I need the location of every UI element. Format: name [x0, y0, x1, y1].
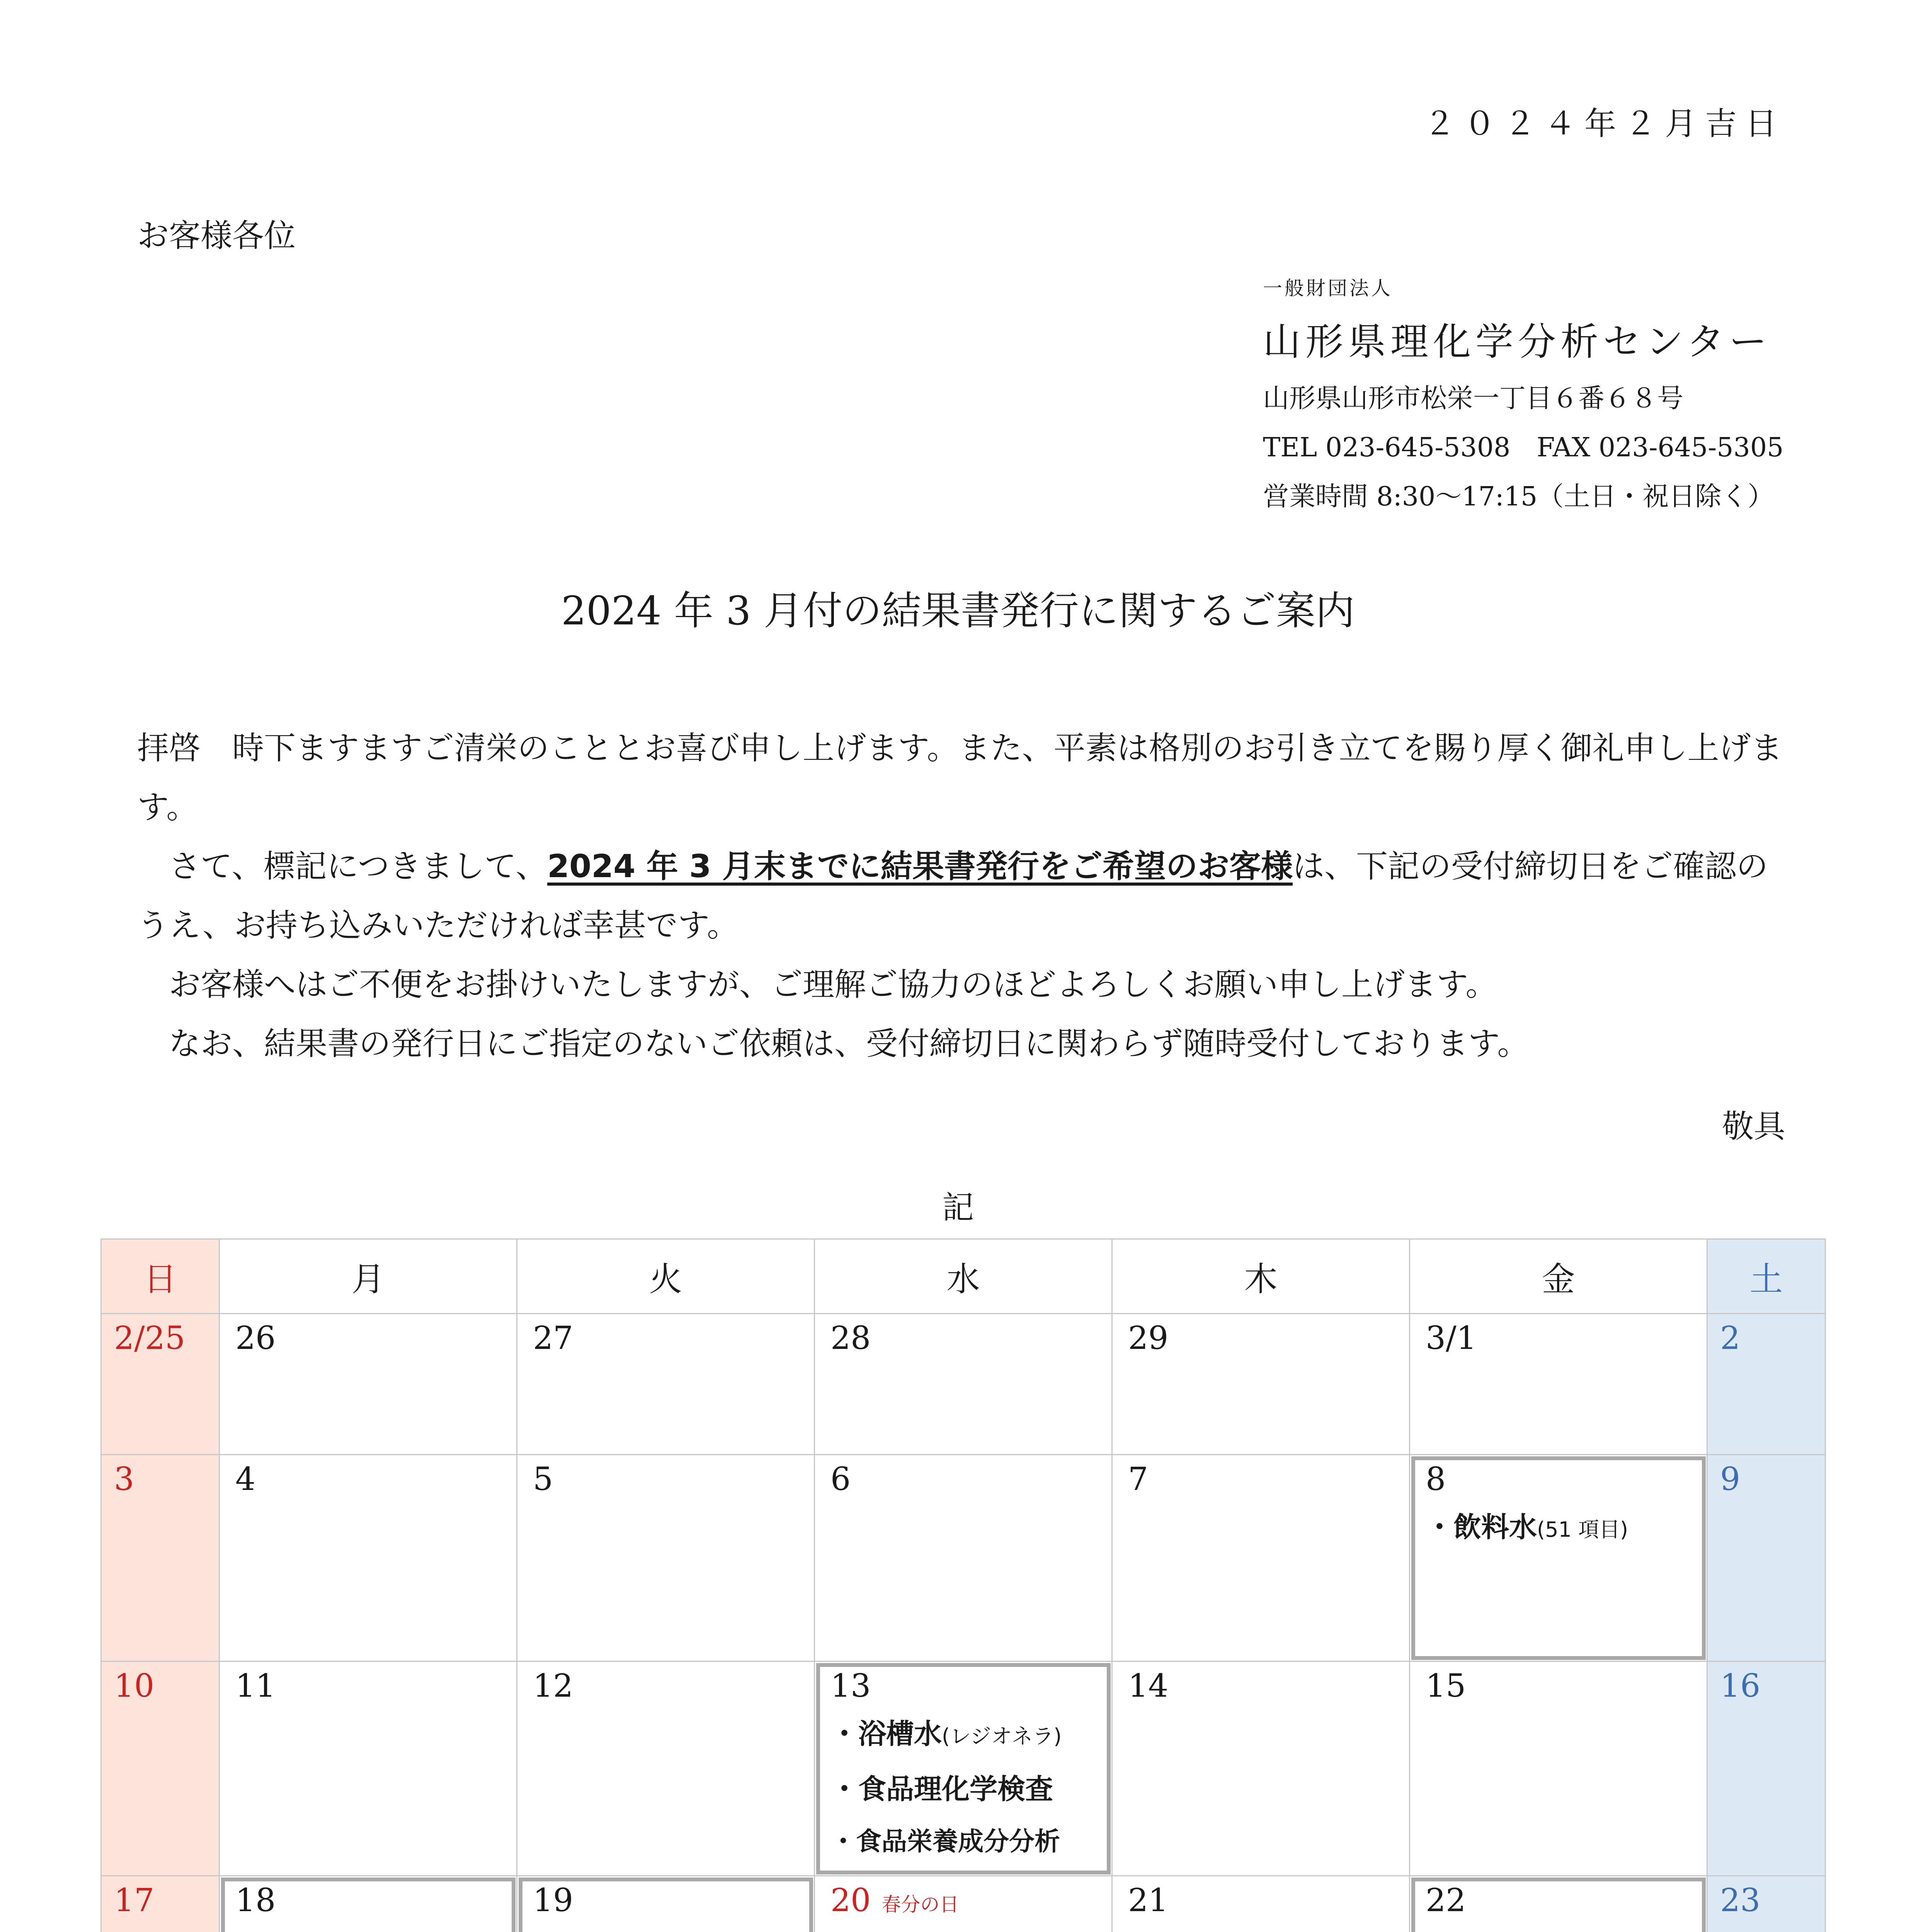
deadline-item: ・浴槽水(レジオネラ) [830, 1718, 1062, 1750]
calendar-day [101, 1455, 220, 1662]
header-sun: 日 [101, 1239, 220, 1314]
day-number: 19 [533, 1882, 573, 1919]
deadline-item: ・食品栄養成分分析 [830, 1827, 1060, 1856]
calendar-day [815, 1314, 1112, 1455]
day-number: 17 [114, 1882, 155, 1919]
day-number: 29 [1128, 1320, 1169, 1357]
header-fri: 金 [1410, 1239, 1707, 1314]
day-number: 18 [235, 1882, 276, 1919]
deadline-item [235, 1922, 516, 1932]
calendar-day [1112, 1314, 1410, 1455]
calendar-day-holiday [815, 1876, 1112, 1932]
day-number: 26 [235, 1320, 276, 1357]
calendar-day [1707, 1876, 1826, 1932]
request-pre: さて、標記につきまして、 [169, 848, 548, 885]
day-number: 27 [533, 1320, 573, 1357]
day-number: 2 [1720, 1320, 1741, 1357]
day-number: 7 [1128, 1461, 1149, 1498]
calendar-week [101, 1455, 1826, 1662]
day-number: 28 [830, 1320, 871, 1357]
day-number: 4 [235, 1461, 256, 1498]
deadline-item [1426, 1922, 1707, 1932]
calendar-day [815, 1455, 1112, 1662]
header-thu: 木 [1112, 1239, 1410, 1314]
request-post: は、下記の受付締切日をご確認のうえ、お持ち込みいただければ幸甚です。 [137, 848, 1768, 944]
body-paragraph-apology: お客様へはご不便をお掛けいたしますが、ご理解ご協力のほどよろしくお願い申し上げます。 [169, 966, 1497, 1003]
header-wed: 水 [815, 1239, 1112, 1314]
holiday-name: 春分の日 [881, 1893, 959, 1916]
calendar-day [1410, 1662, 1707, 1876]
body-paragraph-request [137, 837, 1785, 955]
calendar-day-deadline [1410, 1876, 1707, 1932]
header-tue: 火 [517, 1239, 815, 1314]
day-number: 12 [533, 1668, 573, 1704]
day-number: 6 [830, 1461, 851, 1498]
deadline-list [517, 1922, 814, 1932]
issue-date: ２０２４年２月吉日 [1423, 105, 1785, 142]
org-address: 山形県山形市松栄一丁目６番６８号 [1263, 383, 1684, 414]
calendar-week [101, 1662, 1826, 1876]
deadline-list [220, 1922, 516, 1932]
closing-keigu: 敬具 [1722, 1108, 1785, 1145]
header-mon: 月 [220, 1239, 517, 1314]
header-sat: 土 [1707, 1239, 1826, 1314]
day-number: 11 [235, 1668, 276, 1704]
calendar-week [101, 1314, 1826, 1455]
ki-heading: 記 [942, 1189, 974, 1226]
deadline-item [533, 1922, 814, 1932]
org-type: 一般財団法人 [1263, 277, 1393, 299]
calendar-day [101, 1662, 220, 1876]
calendar-day [1112, 1455, 1410, 1662]
day-number: 21 [1128, 1882, 1169, 1919]
day-number: 14 [1128, 1668, 1169, 1704]
org-hours: 営業時間 8:30～17:15（土日・祝日除く） [1263, 481, 1774, 512]
day-number: 10 [114, 1668, 155, 1704]
calendar-day [1707, 1455, 1826, 1662]
day-number: 20 春分の日 [830, 1882, 959, 1919]
day-number: 3/1 [1426, 1320, 1477, 1357]
day-number: 9 [1720, 1461, 1741, 1498]
request-emphasis: 2024 年 3 月末までに結果書発行をご希望のお客様 [547, 848, 1293, 885]
calendar-day [220, 1314, 517, 1455]
day-number: 2/25 [114, 1320, 185, 1357]
letter-body [137, 719, 1785, 1073]
calendar-day [101, 1314, 220, 1455]
calendar-day [220, 1455, 517, 1662]
sender-block [1263, 273, 1783, 513]
calendar-day-deadline [815, 1662, 1112, 1876]
calendar-day [517, 1662, 815, 1876]
org-name: 山形県理化学分析センター [1263, 320, 1772, 364]
calendar-day [1707, 1314, 1826, 1455]
calendar-day-deadline [1410, 1455, 1707, 1662]
calendar-week [101, 1876, 1826, 1932]
addressee: お客様各位 [137, 218, 296, 254]
calendar-day [1112, 1662, 1410, 1876]
deadline-list [815, 1708, 1111, 1868]
calendar-day [1707, 1662, 1826, 1876]
document-title: 2024 年 3 月付の結果書発行に関するご案内 [561, 588, 1355, 634]
deadline-item: ・食品理化学検査 [830, 1773, 1053, 1805]
calendar-day [517, 1455, 815, 1662]
day-number: 5 [533, 1461, 553, 1498]
calendar-day [1112, 1876, 1410, 1932]
day-number: 23 [1720, 1882, 1761, 1919]
day-number: 13 [830, 1668, 871, 1704]
deadline-list [1410, 1501, 1707, 1556]
day-number: 3 [114, 1461, 134, 1498]
day-number: 22 [1426, 1882, 1466, 1919]
body-paragraph-greeting: 拝啓 時下ますますご清栄のこととお喜び申し上げます。また、平素は格別のお引き立てを賜り厚く御礼申し上げます。 [137, 730, 1783, 826]
calendar-day [101, 1876, 220, 1932]
day-number: 15 [1426, 1668, 1466, 1704]
calendar-day-deadline [517, 1876, 815, 1932]
day-number: 8 [1426, 1461, 1446, 1498]
deadline-item: ・飲料水(51 項目) [1426, 1511, 1628, 1543]
deadline-calendar [100, 1238, 1826, 1932]
body-paragraph-note: なお、結果書の発行日にご指定のないご依頼は、受付締切日に関わらず随時受付しております。 [169, 1026, 1529, 1062]
calendar-header-row [101, 1239, 1826, 1314]
calendar-day-deadline [220, 1876, 517, 1932]
calendar-day [220, 1662, 517, 1876]
day-number: 16 [1720, 1668, 1761, 1704]
org-tel-fax: TEL 023-645-5308 FAX 023-645-5305 [1263, 432, 1784, 463]
calendar-day [517, 1314, 815, 1455]
deadline-list [1410, 1922, 1707, 1932]
calendar-day [1410, 1314, 1707, 1455]
